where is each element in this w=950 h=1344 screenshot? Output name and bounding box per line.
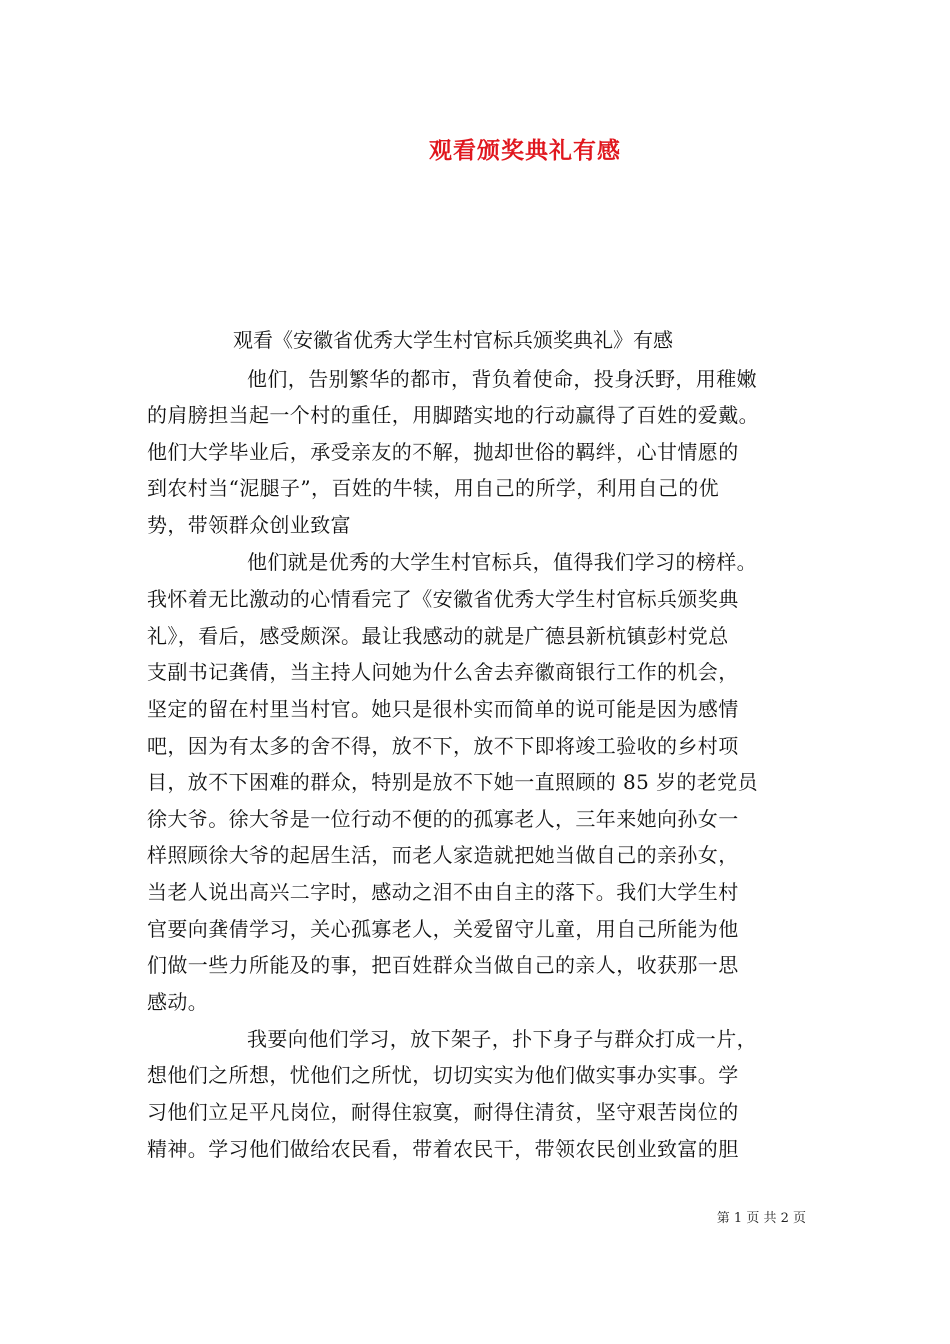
paragraph-line: 样照顾徐大爷的起居生活，而老人家造就把她当做自己的亲孙女， — [147, 843, 739, 867]
paragraph-line: 徐大爷。徐大爷是一位行动不便的的孤寡老人，三年来她向孙女一 — [147, 807, 739, 831]
document-title: 观看颁奖典礼有感 — [429, 137, 621, 164]
page-number: 第 1 页 共 2 页 — [716, 1211, 806, 1226]
paragraph-line: 感动。 — [147, 990, 209, 1014]
paragraph-line: 他们就是优秀的大学生村官标兵，值得我们学习的榜样。 — [247, 550, 757, 574]
paragraph-line: 习他们立足平凡岗位，耐得住寂寞，耐得住清贫，坚守艰苦岗位的 — [147, 1100, 739, 1124]
paragraph-line: 他们大学毕业后，承受亲友的不解，抛却世俗的羁绊，心甘情愿的 — [147, 440, 739, 464]
paragraph-line: 当老人说出高兴二字时，感动之泪不由自主的落下。我们大学生村 — [147, 880, 739, 904]
document-subtitle: 观看《安徽省优秀大学生村官标兵颁奖典礼》有感 — [233, 328, 673, 352]
paragraph-line: 到农村当“泥腿子”，百姓的牛犊，用自己的所学，利用自己的优 — [147, 476, 720, 500]
paragraph-line: 我怀着无比激动的心情看完了《安徽省优秀大学生村官标兵颁奖典 — [147, 587, 739, 611]
paragraph-line: 礼》，看后，感受颇深。最让我感动的就是广德县新杭镇彭村党总 — [147, 624, 729, 648]
paragraph-line: 想他们之所想，忧他们之所忧，切切实实为他们做实事办实事。学 — [147, 1063, 739, 1087]
paragraph-line: 目，放不下困难的群众，特别是放不下她一直照顾的 85 岁的老党员 — [147, 770, 758, 794]
paragraph-line: 他们，告别繁华的都市，背负着使命，投身沃野，用稚嫩 — [247, 367, 757, 391]
paragraph-line: 势，带领群众创业致富 — [147, 513, 351, 537]
paragraph-line: 支副书记龚倩，当主持人问她为什么舍去弃徽商银行工作的机会， — [147, 660, 739, 684]
paragraph-line: 的肩膀担当起一个村的重任，用脚踏实地的行动赢得了百姓的爱戴。 — [147, 403, 759, 427]
paragraph-line: 坚定的留在村里当村官。她只是很朴实而简单的说可能是因为感情 — [147, 697, 739, 721]
paragraph-line: 官要向龚倩学习，关心孤寡老人，关爱留守儿童，用自己所能为他 — [147, 917, 739, 941]
paragraph-line: 精神。学习他们做给农民看，带着农民干，带领农民创业致富的胆 — [147, 1137, 739, 1161]
paragraph-line: 们做一些力所能及的事，把百姓群众当做自己的亲人，收获那一思 — [147, 953, 739, 977]
paragraph-line: 吧，因为有太多的舍不得，放不下，放不下即将竣工验收的乡村项 — [147, 734, 739, 758]
paragraph-line: 我要向他们学习，放下架子，扑下身子与群众打成一片， — [247, 1027, 757, 1051]
